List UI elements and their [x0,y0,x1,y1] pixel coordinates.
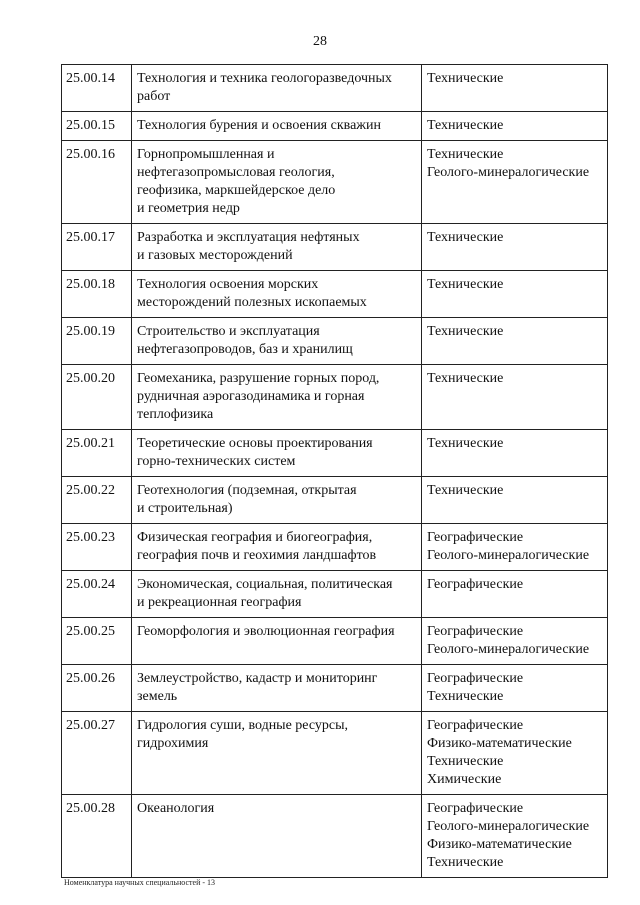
specialty-code: 25.00.20 [62,365,132,430]
table-row [62,795,608,878]
specialty-code: 25.00.26 [62,665,132,712]
science-branch: Технические [427,71,504,86]
science-branches [422,795,608,878]
science-branch: Технические [427,118,504,133]
specialty-name-line: геофизика, маркшейдерское дело [137,183,336,198]
specialty-name [132,430,422,477]
specialty-name-line: Строительство и эксплуатация [137,324,320,339]
specialty-name-line: Технология бурения и освоения скважин [137,118,381,133]
specialty-code: 25.00.18 [62,271,132,318]
science-branches [422,365,608,430]
specialty-name [132,712,422,795]
specialty-name [132,141,422,224]
table-row [62,318,608,365]
specialty-name-line: Технология освоения морских [137,277,319,292]
specialty-name-line: Экономическая, социальная, политическая [137,577,393,592]
science-branch: Технические [427,689,504,704]
specialty-name-line: Разработка и эксплуатация нефтяных [137,230,360,245]
specialty-code: 25.00.21 [62,430,132,477]
science-branch: Географические [427,577,524,592]
specialty-name-line: Гидрология суши, водные ресурсы, [137,718,349,733]
science-branch: Технические [427,754,504,769]
specialty-name-line: гидрохимия [137,736,209,751]
table-row [62,271,608,318]
science-branches [422,112,608,141]
specialty-code: 25.00.28 [62,795,132,878]
science-branch: Географические [427,624,524,639]
science-branches [422,141,608,224]
specialty-code: 25.00.17 [62,224,132,271]
table-row [62,665,608,712]
table-row [62,65,608,112]
specialty-name [132,224,422,271]
table-row [62,112,608,141]
science-branches [422,618,608,665]
specialty-name [132,271,422,318]
specialty-name-line: нефтегазопромысловая геология, [137,165,335,180]
science-branch: Технические [427,324,504,339]
specialty-name-line: Теоретические основы проектирования [137,436,373,451]
specialties-table [61,64,608,878]
page-number: 28 [313,34,327,49]
specialty-name [132,618,422,665]
science-branches [422,318,608,365]
specialty-name [132,65,422,112]
specialty-code: 25.00.19 [62,318,132,365]
science-branch: Технические [427,855,504,870]
science-branch: Геолого-минералогические [427,819,590,834]
science-branches [422,224,608,271]
specialty-name [132,524,422,571]
specialty-code: 25.00.23 [62,524,132,571]
specialty-code: 25.00.15 [62,112,132,141]
specialty-name-line: земель [137,689,178,704]
specialty-name-line: месторождений полезных ископаемых [137,295,367,310]
specialty-name-line: теплофизика [137,407,214,422]
specialty-name [132,571,422,618]
table-body [62,65,608,878]
specialty-code: 25.00.24 [62,571,132,618]
science-branch: Химические [427,772,502,787]
specialty-name-line: Землеустройство, кадастр и мониторинг [137,671,378,686]
specialty-name-line: горно-технических систем [137,454,296,469]
specialty-code: 25.00.27 [62,712,132,795]
footer-text: Номенклатура научных специальностей - 13 [64,878,216,887]
specialty-name-line: Геоморфология и эволюционная география [137,624,395,639]
specialty-name-line: нефтегазопроводов, баз и хранилищ [137,342,353,357]
science-branches [422,571,608,618]
science-branch: Физико-математические [427,837,572,852]
table-row [62,571,608,618]
science-branches [422,477,608,524]
specialty-name-line: Технология и техника геологоразведочных [137,71,392,86]
specialty-name-line: Физическая география и биогеография, [137,530,373,545]
specialty-name-line: Горнопромышленная и [137,147,275,162]
specialty-name-line: и строительная) [137,501,233,516]
science-branch: Технические [427,277,504,292]
specialty-name [132,112,422,141]
table-row [62,430,608,477]
science-branches [422,65,608,112]
science-branch: Географические [427,801,524,816]
specialty-name-line: рудничная аэрогазодинамика и горная [137,389,365,404]
specialty-name [132,665,422,712]
science-branch: Технические [427,436,504,451]
science-branch: Географические [427,671,524,686]
science-branches [422,271,608,318]
specialty-name-line: Геотехнология (подземная, открытая [137,483,357,498]
science-branch: Геолого-минералогические [427,642,590,657]
science-branch: Физико-математические [427,736,572,751]
science-branch: Географические [427,718,524,733]
science-branch: Геолого-минералогические [427,548,590,563]
specialty-code: 25.00.22 [62,477,132,524]
science-branch: Геолого-минералогические [427,165,590,180]
science-branches [422,430,608,477]
specialty-code: 25.00.14 [62,65,132,112]
specialty-name-line: и рекреационная география [137,595,302,610]
science-branch: Технические [427,483,504,498]
specialty-code: 25.00.25 [62,618,132,665]
specialty-name [132,477,422,524]
specialty-name-line: Океанология [137,801,215,816]
science-branch: Технические [427,371,504,386]
table-row [62,365,608,430]
specialty-name [132,365,422,430]
specialty-name [132,795,422,878]
specialty-code: 25.00.16 [62,141,132,224]
science-branch: Технические [427,147,504,162]
specialty-name-line: география почв и геохимия ландшафтов [137,548,377,563]
specialty-name-line: Геомеханика, разрушение горных пород, [137,371,380,386]
specialty-name [132,318,422,365]
specialty-name-line: и газовых месторождений [137,248,293,263]
science-branch: Технические [427,230,504,245]
science-branches [422,712,608,795]
table-row [62,477,608,524]
science-branch: Географические [427,530,524,545]
table-row [62,141,608,224]
specialty-name-line: и геометрия недр [137,201,240,216]
specialty-name-line: работ [137,89,171,104]
table-row [62,224,608,271]
table-row [62,712,608,795]
science-branches [422,524,608,571]
science-branches [422,665,608,712]
table-row [62,524,608,571]
table-row [62,618,608,665]
